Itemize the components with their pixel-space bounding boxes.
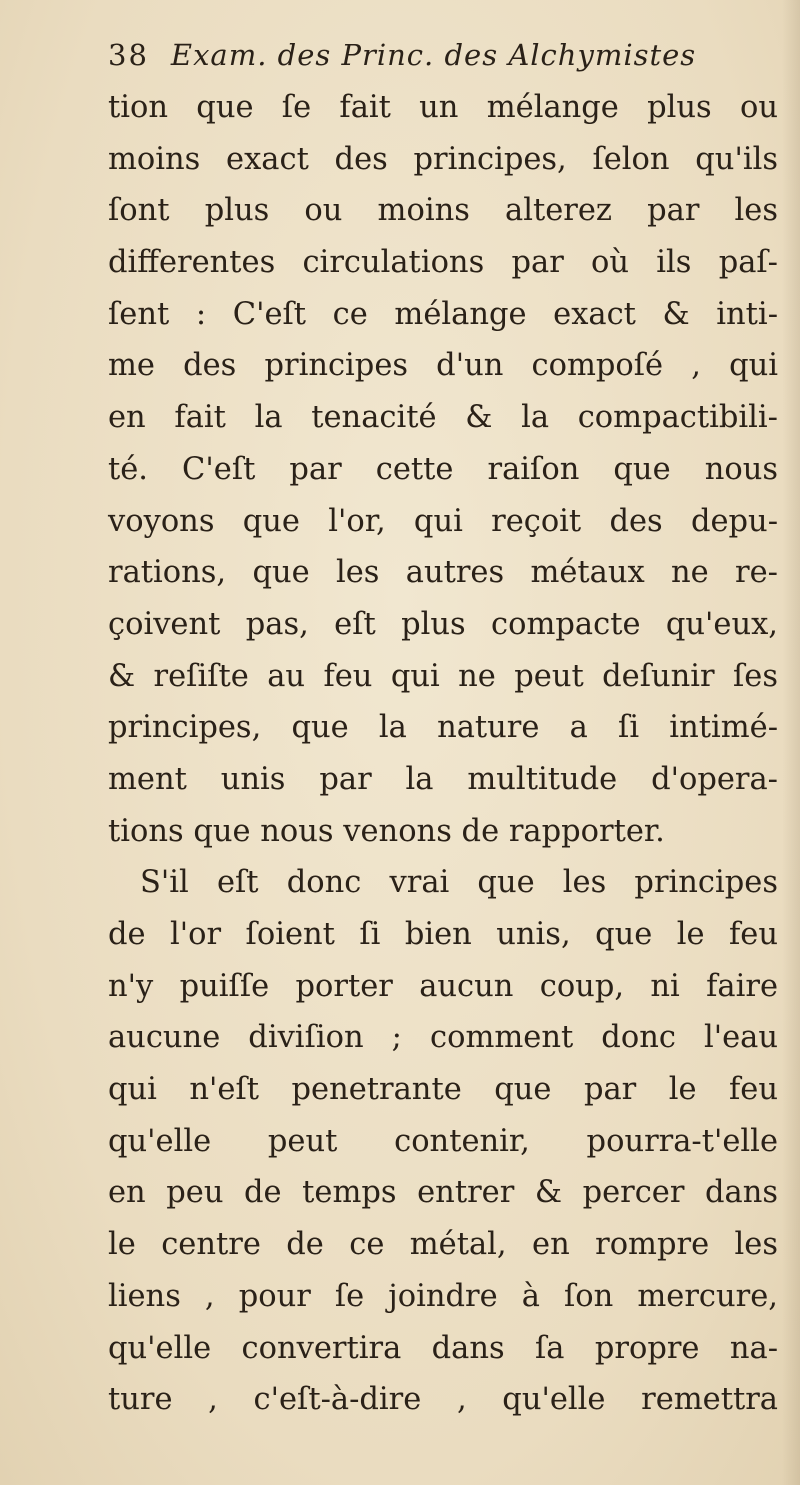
page-number: 38 (108, 38, 149, 72)
running-title: Exam. des Princ. des Alchymistes (170, 38, 697, 72)
text-line: le centre de ce métal, en rompre les (108, 1227, 778, 1263)
text-line: me des principes d'un compoſé , qui (108, 348, 778, 384)
text-line: en fait la tenacité & la compactibili- (108, 400, 778, 436)
text-line: moins exact des principes, ſelon qu'ils (108, 141, 778, 177)
text-line: tion que ſe fait un mélange plus ou (108, 90, 778, 125)
text-line: ment unis par la multitude d'opera- (108, 761, 778, 797)
text-line: ſont plus ou moins alterez par les (108, 193, 778, 229)
running-head (108, 38, 768, 86)
text-line: principes, que la nature a ſi intimé- (108, 710, 778, 746)
text-line: liens , pour ſe joindre à ſon mercure, (108, 1278, 778, 1314)
text-line: de l'or ſoient ſi bien unis, que le feu (108, 917, 778, 952)
text-line: ture , c'eſt-à-dire , qu'elle remettra (108, 1382, 778, 1418)
text-line: & reſiſte au feu qui ne peut deſunir ſes (108, 658, 778, 694)
paragraph-end-line: tions que nous venons de rapporter. (108, 813, 665, 849)
text-line: qui n'eſt penetrante que par le feu (108, 1072, 778, 1108)
text-line: en peu de temps entrer & percer dans (108, 1175, 778, 1211)
text-line: n'y puiſſe porter aucun coup, ni faire (108, 968, 778, 1004)
text-line: ſent : C'eſt ce mélange exact & inti- (108, 296, 778, 332)
page-edge-shadow (782, 0, 800, 1485)
text-line: çoivent pas, eſt plus compacte qu'eux, (108, 606, 778, 642)
text-line: qu'elle peut contenir, pourra-t'elle (108, 1123, 778, 1159)
text-line: qu'elle convertira dans ſa propre na- (108, 1330, 778, 1366)
paragraph-start-line: S'il eſt donc vrai que les principes (140, 865, 778, 901)
text-line: rations, que les autres métaux ne re- (108, 555, 778, 591)
text-line: voyons que l'or, qui reçoit des depu- (108, 503, 778, 539)
body-text (108, 82, 778, 1426)
text-line: aucune diviſion ; comment donc l'eau (108, 1020, 778, 1056)
text-line: té. C'eſt par cette raiſon que nous (108, 451, 778, 487)
text-line: differentes circulations par où ils paſ- (108, 245, 778, 281)
